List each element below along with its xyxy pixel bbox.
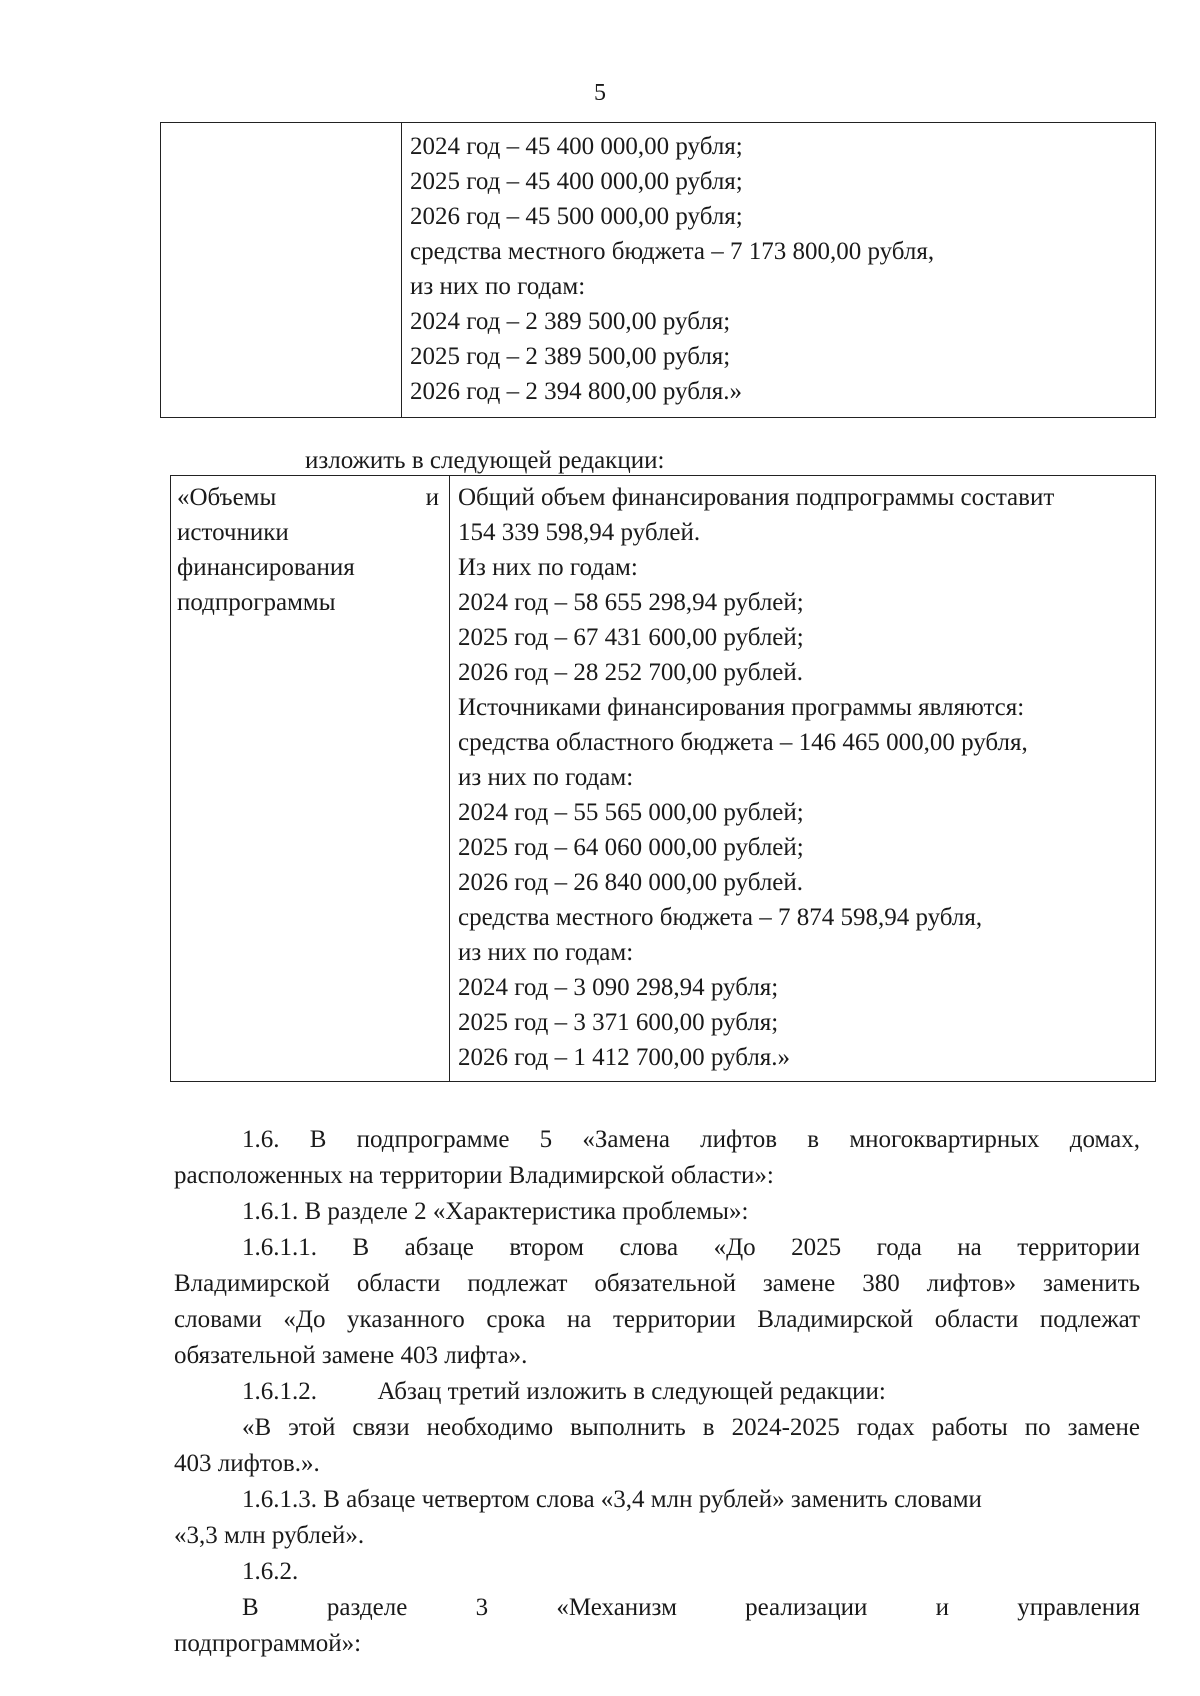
amount-line: из них по годам: <box>458 764 634 791</box>
amount-line: 2025 год – 45 400 000,00 рубля; <box>410 168 743 195</box>
amount-line: 2024 год – 3 090 298,94 рубля; <box>458 974 779 1001</box>
financing-table-new <box>170 475 1156 1082</box>
clause-number: 1.6.1.2. <box>242 1378 317 1405</box>
paragraph-1-6-1-2 <box>174 1374 1140 1410</box>
amount-line: 2026 год – 28 252 700,00 рублей. <box>458 659 804 686</box>
amount-line: 2026 год – 45 500 000,00 рубля; <box>410 203 743 230</box>
clause-number: 1.6.1.3. <box>242 1486 317 1513</box>
financing-table-continued <box>160 122 1156 418</box>
amount-line: 2026 год – 1 412 700,00 рубля.» <box>458 1044 791 1071</box>
label-line: подпрограммы <box>177 589 336 616</box>
amount-line: 2024 год – 55 565 000,00 рублей; <box>458 799 804 826</box>
amount-line: 2024 год – 45 400 000,00 рубля; <box>410 133 743 160</box>
amount-line: из них по годам: <box>410 273 586 300</box>
amount-line: 2025 год – 2 389 500,00 рубля; <box>410 343 731 370</box>
clause-number: 1.6.2. <box>242 1558 299 1585</box>
paragraph-1-6 <box>174 1122 1140 1194</box>
paragraph-1-6-1 <box>174 1194 1140 1230</box>
amount-line: 2025 год – 67 431 600,00 рублей; <box>458 624 804 651</box>
text-line: 403 лифтов.». <box>174 1450 320 1477</box>
label-line: финансирования <box>177 554 355 581</box>
empty-label-cell <box>161 123 402 418</box>
amounts-cell <box>450 476 1156 1082</box>
quote-paragraph <box>174 1410 1140 1482</box>
text-line: «3,3 млн рублей». <box>174 1522 365 1549</box>
amount-line: 2025 год – 64 060 000,00 рублей; <box>458 834 804 861</box>
text-line: В абзаце четвертом слова «3,4 млн рублей» заменить словами <box>323 1486 982 1513</box>
page-number: 5 <box>594 80 606 106</box>
text-line: 1.6.1.1. В абзаце втором слова «До 2025 года на территории <box>242 1234 1140 1261</box>
amount-line: Общий объем финансирования подпрограммы составит <box>458 484 1055 511</box>
text-line: подпрограммой»: <box>174 1630 362 1657</box>
paragraph-1-6-1-3 <box>174 1482 1140 1554</box>
amount-line: Источниками финансирования программы являются: <box>458 694 1025 721</box>
amounts-cell <box>402 123 1156 418</box>
amount-line: из них по годам: <box>458 939 634 966</box>
amount-line: 2026 год – 26 840 000,00 рублей. <box>458 869 804 896</box>
label-cell <box>171 476 450 1082</box>
paragraph-1-6-1-1 <box>174 1230 1140 1374</box>
text-line: расположенных на территории Владимирской области»: <box>174 1162 774 1189</box>
document-body <box>174 1122 1140 1662</box>
text-line: «В этой связи необходимо выполнить в 2024-2025 годах работы по замене <box>242 1414 1140 1441</box>
text-line: словами «До указанного срока на территории Владимирской области подлежат <box>174 1306 1140 1333</box>
label-line: и <box>425 484 439 511</box>
amount-line: 2025 год – 3 371 600,00 рубля; <box>458 1009 779 1036</box>
label-line: источники <box>177 519 289 546</box>
text-line: Владимирской области подлежат обязательной замене 380 лифтов» заменить <box>174 1270 1140 1297</box>
amount-line: 2026 год – 2 394 800,00 рубля.» <box>410 378 743 405</box>
text-line: 1.6. В подпрограмме 5 «Замена лифтов в многоквартирных домах, <box>242 1126 1140 1153</box>
text-line: В разделе 3 «Механизм реализации и управления <box>242 1594 1140 1621</box>
text-line: 1.6.1. В разделе 2 «Характеристика проблемы»: <box>242 1198 749 1225</box>
amount-line: 154 339 598,94 рублей. <box>458 519 701 546</box>
text-line: обязательной замене 403 лифта». <box>174 1342 528 1369</box>
intro-text: изложить в следующей редакции: <box>305 447 665 474</box>
amount-line: 2024 год – 58 655 298,94 рублей; <box>458 589 804 616</box>
amount-line: 2024 год – 2 389 500,00 рубля; <box>410 308 731 335</box>
amount-line: средства местного бюджета – 7 874 598,94 рубля, <box>458 904 983 931</box>
amount-line: Из них по годам: <box>458 554 638 581</box>
amount-line: средства областного бюджета – 146 465 000,00 рубля, <box>458 729 1028 756</box>
label-line: «Объемы <box>177 484 277 511</box>
paragraph-1-6-2 <box>174 1554 1140 1662</box>
text-line: Абзац третий изложить в следующей редакции: <box>377 1378 886 1405</box>
amount-line: средства местного бюджета – 7 173 800,00 рубля, <box>410 238 935 265</box>
